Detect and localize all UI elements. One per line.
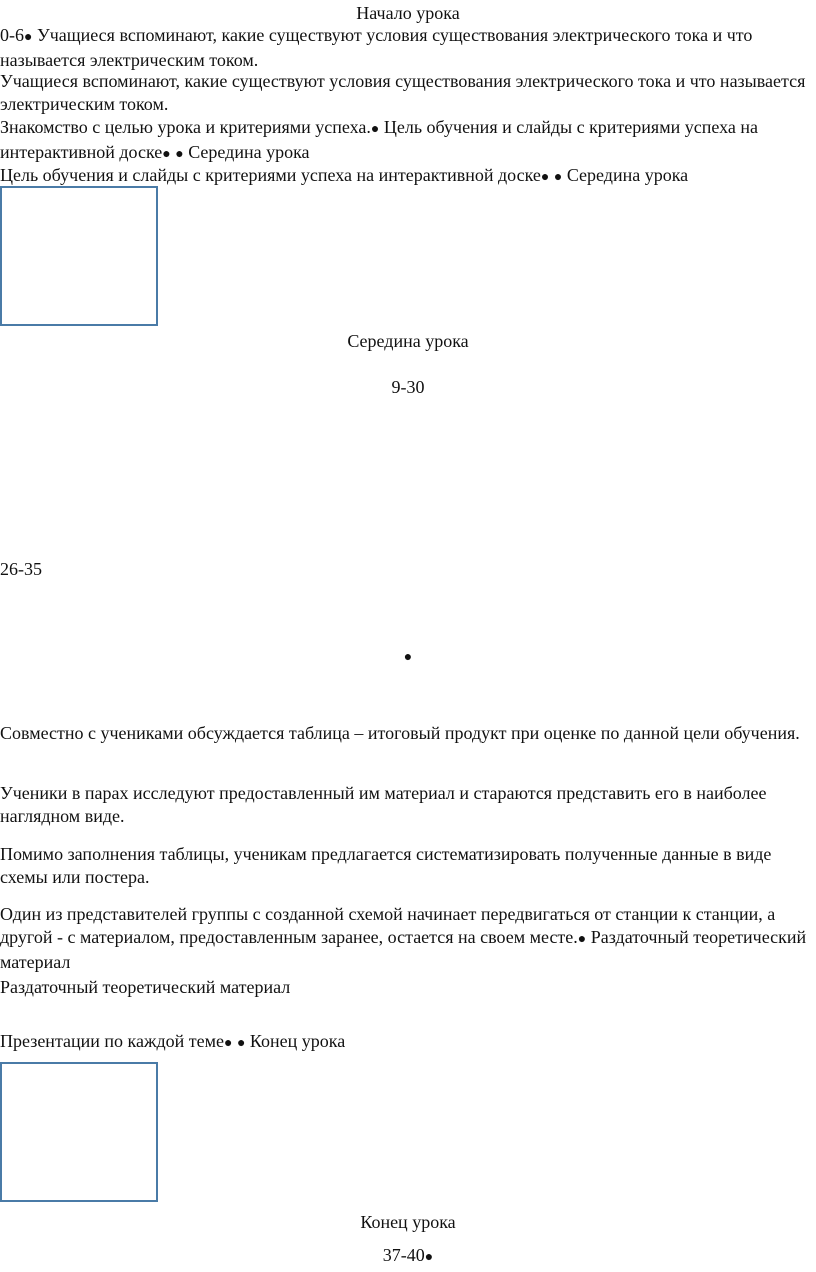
bullet-icon: ● bbox=[236, 1036, 246, 1051]
bullet-icon: ● bbox=[370, 122, 380, 137]
intro-text-4b: Середина урока bbox=[562, 165, 689, 185]
paragraph-4-text: Один из представителей группы с созданной схемой начинает передвигаться от станции к станции, а другой - с материалом, предоставленным заранее, остается на своем месте. bbox=[0, 904, 776, 947]
paragraph-1: Совместно с учениками обсуждается таблица – итоговый продукт при оценке по данной цели обучения. bbox=[0, 723, 800, 743]
bullet-icon: ● bbox=[553, 170, 563, 185]
paragraph-6-tail: Конец урока bbox=[245, 1031, 346, 1051]
bullet-icon: ● bbox=[577, 932, 587, 947]
paragraph-intro-3 bbox=[0, 116, 812, 166]
intro-text-1: Учащиеся вспоминают, какие существуют условия существования электрического тока и что называется электрическим током. bbox=[0, 25, 753, 70]
bullet-icon: ● bbox=[424, 1250, 434, 1265]
paragraph-5: Раздаточный теоретический материал bbox=[0, 977, 291, 997]
time-range-end-line bbox=[0, 1244, 816, 1269]
paragraph-intro-1 bbox=[0, 24, 812, 72]
section-heading-end: Конец урока bbox=[360, 1212, 456, 1232]
image-placeholder-1 bbox=[0, 186, 158, 326]
paragraph-4 bbox=[0, 903, 812, 974]
bullet-icon: ● bbox=[175, 147, 184, 162]
time-range-end: 37-40 bbox=[382, 1245, 425, 1265]
time-range-middle-2: 26-35 bbox=[0, 559, 42, 579]
paragraph-3: Помимо заполнения таблицы, ученикам предлагается систематизировать полученные данные в виде схемы или постера. bbox=[0, 844, 772, 887]
paragraph-4-tail: Раздаточный теоретический материал bbox=[0, 927, 807, 972]
intro-text-3c: Середина урока bbox=[183, 142, 310, 162]
time-range-middle: 9-30 bbox=[391, 377, 425, 397]
section-heading-middle: Середина урока bbox=[347, 331, 469, 351]
bullet-icon: ● bbox=[403, 650, 413, 665]
bullet-icon: ● bbox=[24, 30, 33, 45]
paragraph-2: Ученики в парах исследуют предоставленный им материал и стараются представить его в наиболее наглядном виде. bbox=[0, 783, 767, 826]
image-placeholder-2 bbox=[0, 1062, 158, 1202]
bullet-icon: ● bbox=[162, 147, 171, 162]
bullet-icon: ● bbox=[223, 1036, 233, 1051]
section-heading-start: Начало урока bbox=[356, 3, 460, 23]
paragraph-6 bbox=[0, 1030, 345, 1055]
bullet-icon: ● bbox=[540, 170, 550, 185]
time-range-start: 0-6 bbox=[0, 25, 24, 45]
intro-text-2: Учащиеся вспоминают, какие существуют условия существования электрического тока и что называется электрическим током. bbox=[0, 71, 806, 114]
intro-text-3a: Знакомство с целью урока и критериями успеха. bbox=[0, 117, 371, 137]
paragraph-6-text: Презентации по каждой теме bbox=[0, 1031, 224, 1051]
intro-text-4a: Цель обучения и слайды с критериями успеха на интерактивной доске bbox=[0, 165, 541, 185]
intro-text-3b: Цель обучения и слайды с критериями успеха на интерактивной доске bbox=[0, 117, 758, 162]
